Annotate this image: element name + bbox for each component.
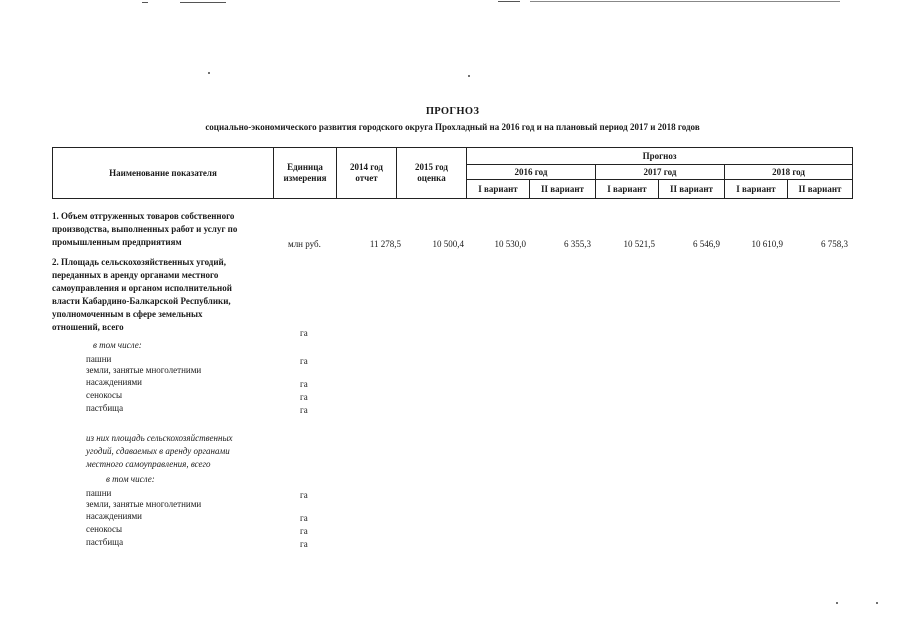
sub-2-perennial-line2: насаждениями xyxy=(86,511,142,521)
document-subtitle: социально-экономического развития городского округа Прохладный на 2016 год и на плановый период 2017 и 2018 годов xyxy=(205,122,700,132)
of-which-label: из них площадь сельскохозяйственных угодий, сдаваемых в аренду органами местного самоуправления, всего xyxy=(86,433,233,469)
row-1-value-2015: 10 500,4 xyxy=(432,239,464,249)
sub-1-hayfields: сенокосы xyxy=(86,390,123,400)
row-1-value-2017-v2: 6 546,9 xyxy=(693,239,720,249)
document-title: ПРОГНОЗ xyxy=(425,106,480,117)
scan-speck xyxy=(836,602,838,604)
scan-mark xyxy=(530,1,840,2)
sub-2-pastures-unit: га xyxy=(300,539,308,549)
year-2016-header: 2016 год xyxy=(467,165,596,180)
sub-2-perennial-unit: га xyxy=(300,513,308,523)
col-unit-header: Единица измерения xyxy=(274,148,337,199)
variant-2-header: II вариант xyxy=(788,180,853,199)
sub-2-perennial-line1: земли, занятые многолетними xyxy=(86,499,202,509)
row-1-label: 1. Объем отгруженных товаров собственного производства, выполненных работ и услуг по промышленным предприятиям xyxy=(52,211,238,247)
sub-1-pastures: пастбища xyxy=(86,403,124,413)
including-label: в том числе: xyxy=(93,340,142,350)
variant-2-header: II вариант xyxy=(659,180,725,199)
sub-1-pastures-unit: га xyxy=(300,405,308,415)
row-1-value-2016-v2: 6 355,3 xyxy=(564,239,591,249)
sub-2-arable: пашни xyxy=(86,488,112,498)
row-2-label: 2. Площадь сельскохозяйственных угодий, переданных в аренду органами местного самоуправления и органом исполнительной власти Кабардино-Балкарской Республики, уполномоченным в сфере земельных отношений, всего xyxy=(52,257,232,332)
row-1-value-2018-v2: 6 758,3 xyxy=(821,239,848,249)
variant-1-header: I вариант xyxy=(467,180,530,199)
table-header xyxy=(52,147,853,199)
col-2014-header: 2014 год отчет xyxy=(337,148,397,199)
row-1-unit: млн руб. xyxy=(288,239,321,249)
sub-1-arable: пашни xyxy=(86,354,112,364)
row-1-value-2017-v1: 10 521,5 xyxy=(623,239,655,249)
col-name-header: Наименование показателя xyxy=(53,148,274,199)
forecast-header: Прогноз xyxy=(467,148,853,165)
scan-mark xyxy=(142,2,148,3)
row-2-unit: га xyxy=(300,328,308,338)
scan-mark xyxy=(498,1,520,2)
sub-2-pastures: пастбища xyxy=(86,537,124,547)
scan-mark xyxy=(180,2,226,3)
variant-1-header: I вариант xyxy=(725,180,788,199)
sub-2-hayfields-unit: га xyxy=(300,526,308,536)
sub-2-arable-unit: га xyxy=(300,490,308,500)
sub-1-perennial-line1: земли, занятые многолетними xyxy=(86,365,202,375)
row-1-value-2014: 11 278,5 xyxy=(369,239,401,249)
scan-speck xyxy=(876,602,878,604)
variant-2-header: II вариант xyxy=(530,180,596,199)
year-2018-header: 2018 год xyxy=(725,165,853,180)
row-1-value-2016-v1: 10 530,0 xyxy=(494,239,526,249)
scan-speck xyxy=(208,72,210,74)
year-2017-header: 2017 год xyxy=(596,165,725,180)
scan-speck xyxy=(468,75,470,77)
including-label: в том числе: xyxy=(106,474,155,484)
col-2015-header: 2015 год оценка xyxy=(397,148,467,199)
sub-1-perennial-unit: га xyxy=(300,379,308,389)
sub-1-hayfields-unit: га xyxy=(300,392,308,402)
variant-1-header: I вариант xyxy=(596,180,659,199)
sub-1-arable-unit: га xyxy=(300,356,308,366)
sub-2-hayfields: сенокосы xyxy=(86,524,123,534)
sub-1-perennial-line2: насаждениями xyxy=(86,377,142,387)
row-1-value-2018-v1: 10 610,9 xyxy=(751,239,783,249)
